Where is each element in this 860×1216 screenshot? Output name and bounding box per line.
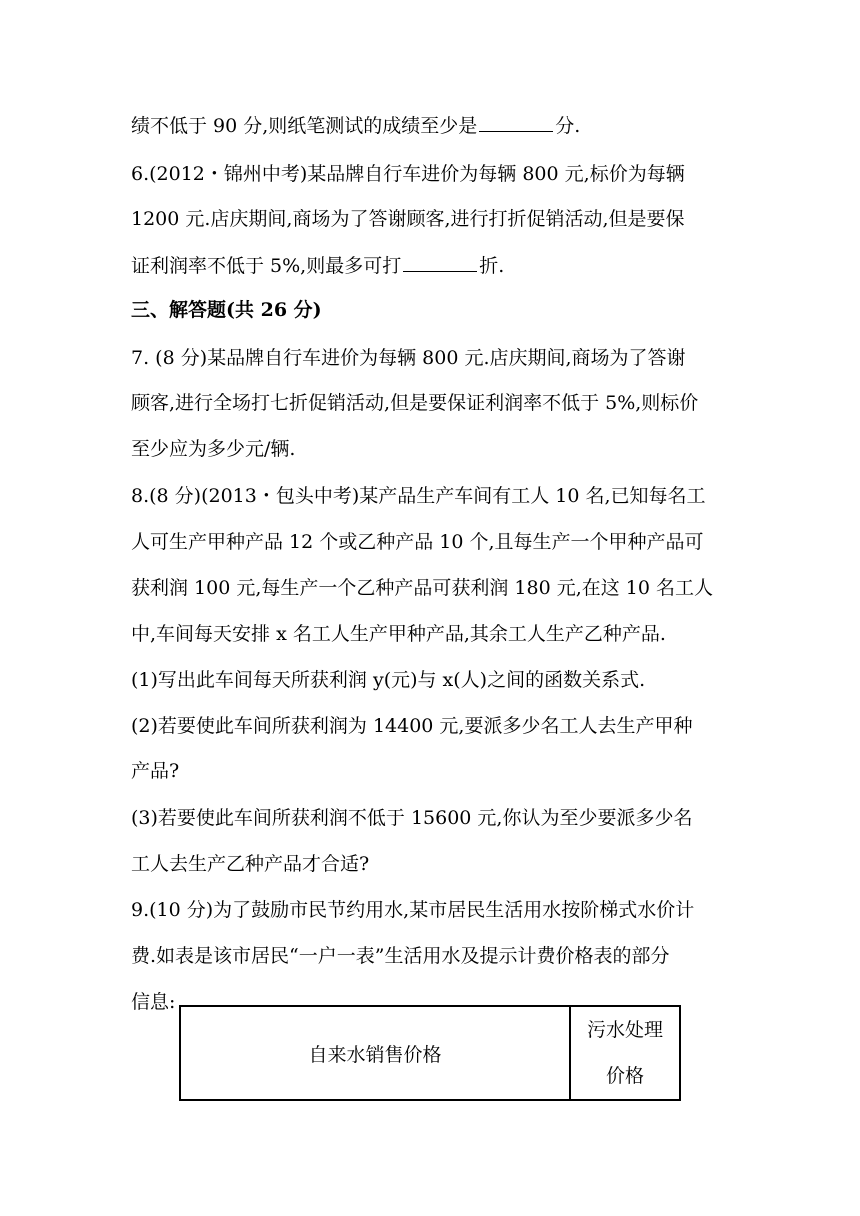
question-8-part-2: (2)若要使此车间所获利润为 14400 元,要派多少名工人去生产甲种: [131, 715, 693, 737]
question-8-part-3: (3)若要使此车间所获利润不低于 15600 元,你认为至少要派多少名: [131, 807, 693, 829]
question-8-line-3: 获利润 100 元,每生产一个乙种产品可获利润 180 元,在这 10 名工人: [131, 577, 714, 599]
text-fragment: 绩不低于 90 分,则纸笔测试的成绩至少是: [131, 115, 478, 137]
water-price-table: [179, 1005, 681, 1101]
question-6-line-1: 6.(2012・锦州中考)某品牌自行车进价为每辆 800 元,标价为每辆: [131, 163, 685, 185]
header-tap-water-price: 自来水销售价格: [180, 1006, 570, 1100]
answer-line-1: [131, 113, 580, 138]
question-7-line-1: 7. (8 分)某品牌自行车进价为每辆 800 元.店庆期间,商场为了答谢: [131, 347, 686, 369]
header-line: 污水处理: [586, 1019, 663, 1041]
question-9-line-3: 信息:: [131, 991, 176, 1013]
text-fragment: 证利润率不低于 5%,则最多可打: [131, 255, 402, 277]
question-8-line-1: 8.(8 分)(2013・包头中考)某产品生产车间有工人 10 名,已知每名工: [131, 485, 706, 507]
text-fragment: 分.: [555, 115, 581, 137]
question-8-part-1: (1)写出此车间每天所获利润 y(元)与 x(人)之间的函数关系式.: [131, 669, 646, 691]
question-8-line-4: 中,车间每天安排 x 名工人生产甲种产品,其余工人生产乙种产品.: [131, 623, 666, 645]
table-row: [180, 1006, 680, 1100]
question-6-line-2: 1200 元.店庆期间,商场为了答谢顾客,进行打折促销活动,但是要保: [131, 208, 685, 230]
question-7-line-2: 顾客,进行全场打七折促销活动,但是要保证利润率不低于 5%,则标价: [131, 392, 699, 414]
section-heading: 三、解答题(共 26 分): [131, 299, 322, 321]
header-sewage-price: [570, 1006, 680, 1100]
question-8-part-3-cont: 工人去生产乙种产品才合适?: [131, 853, 370, 875]
question-8-part-2-cont: 产品?: [131, 760, 180, 782]
question-9-line-2: 费.如表是该市居民“一户一表”生活用水及提示计费价格表的部分: [131, 945, 670, 967]
question-8-line-2: 人可生产甲种产品 12 个或乙种产品 10 个,且每生产一个甲种产品可: [131, 531, 704, 553]
question-6-line-3: [131, 253, 504, 278]
question-7-line-3: 至少应为多少元/辆.: [131, 438, 296, 460]
question-9-line-1: 9.(10 分)为了鼓励市民节约用水,某市居民生活用水按阶梯式水价计: [131, 899, 695, 921]
answer-blank[interactable]: [479, 113, 553, 132]
answer-blank[interactable]: [403, 253, 477, 272]
header-line: 价格: [605, 1065, 644, 1087]
text-fragment: 折.: [479, 255, 505, 277]
